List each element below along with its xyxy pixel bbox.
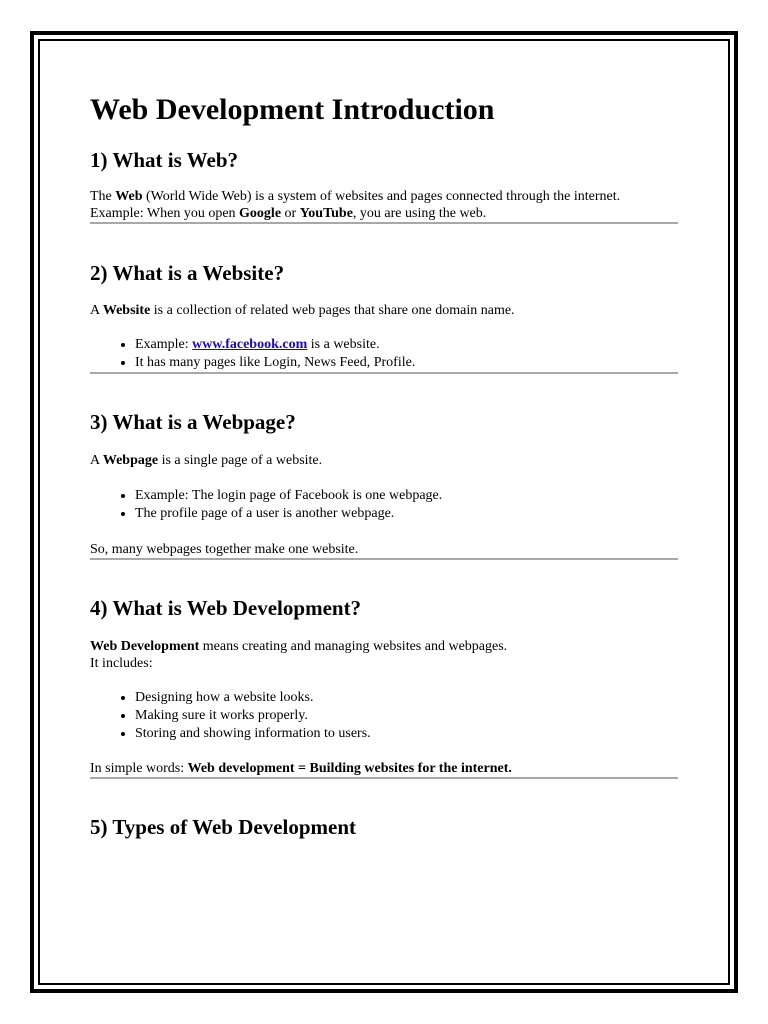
section-divider xyxy=(90,372,678,374)
section-heading-what-is-web-development: 4) What is Web Development? xyxy=(90,596,362,620)
section-paragraph-webpage xyxy=(90,452,680,469)
text-run: The xyxy=(90,189,116,204)
text-run: In simple words: xyxy=(90,761,188,776)
text-run: (World Wide Web) is a system of websites and pages connected through the internet. xyxy=(142,189,621,204)
list-item: • The profile page of a user is another webpage. xyxy=(135,505,680,523)
section-paragraph-web-development xyxy=(90,638,680,672)
list-item: • Example: The login page of Facebook is one webpage. xyxy=(135,487,680,505)
text-run: , you are using the web. xyxy=(352,206,487,221)
text-run: means creating and managing websites and webpages. xyxy=(199,639,508,654)
list-item: • Making sure it works properly. xyxy=(135,707,680,725)
web-development-bullet-list xyxy=(90,689,680,743)
text-run: is a single page of a website. xyxy=(158,453,323,468)
list-item xyxy=(135,336,680,354)
text-run: It includes: xyxy=(90,656,153,671)
section-heading-what-is-web: 1) What is Web? xyxy=(90,148,239,172)
section-divider xyxy=(90,222,678,224)
website-bullet-list xyxy=(90,336,680,372)
bold-term-webpage: Webpage xyxy=(102,453,159,468)
bold-term-web-development: Web Development xyxy=(90,639,200,654)
text-run: A xyxy=(90,453,103,468)
bold-term-website: Website xyxy=(102,303,151,318)
webpage-bullet-list xyxy=(90,487,680,523)
document-title: Web Development Introduction xyxy=(90,93,495,126)
text-run: is a website. xyxy=(307,337,380,352)
section-heading-what-is-webpage: 3) What is a Webpage? xyxy=(90,410,296,434)
section-paragraph-summary: So, many webpages together make one website. xyxy=(90,542,359,557)
facebook-link[interactable]: www.facebook.com xyxy=(192,337,308,352)
section-heading-what-is-website: 2) What is a Website? xyxy=(90,261,285,285)
text-run: or xyxy=(281,206,300,221)
bold-term-web: Web xyxy=(115,189,143,204)
section-paragraph-simple-words xyxy=(90,760,680,777)
text-run: A xyxy=(90,303,103,318)
list-item: • Designing how a website looks. xyxy=(135,689,680,707)
section-paragraph-web xyxy=(90,188,680,222)
text-run: Example: When you open xyxy=(90,206,240,221)
bold-term-google: Google xyxy=(239,206,282,221)
list-item: • It has many pages like Login, News Feed, Profile. xyxy=(135,354,680,372)
section-heading-types-of-web-development: 5) Types of Web Development xyxy=(90,815,356,839)
bold-definition: Web development = Building websites for the internet. xyxy=(187,761,512,776)
text-run: Example: xyxy=(135,337,193,352)
text-run: is a collection of related web pages that share one domain name. xyxy=(150,303,515,318)
section-divider xyxy=(90,558,678,560)
list-item: • Storing and showing information to users. xyxy=(135,725,680,743)
bold-term-youtube: YouTube xyxy=(299,206,353,221)
section-divider xyxy=(90,777,678,779)
section-paragraph-website xyxy=(90,302,680,319)
document-content xyxy=(90,90,680,840)
